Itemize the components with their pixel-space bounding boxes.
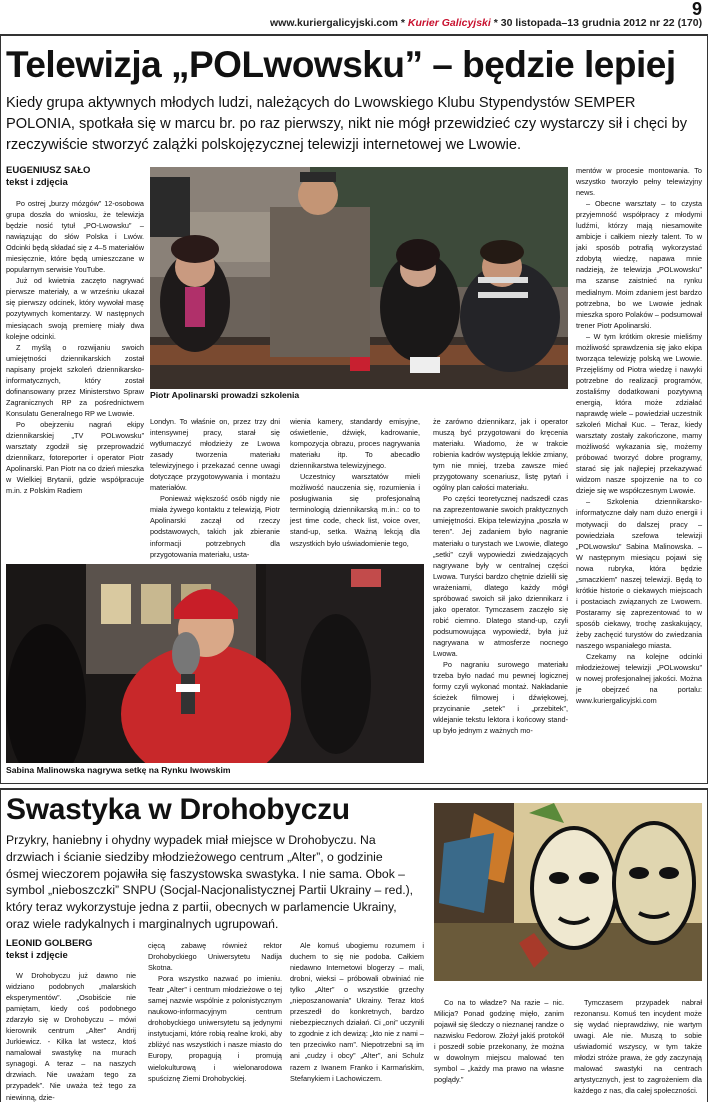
article2-column-2: cięcą zabawę również rektor Drohobyckiego Uniwersytetu Nadija Skotna. Pora wszystko nazwać po imieniu. Teatr „Alter” i centrum młodzieżowe o tej samej nazwie wspólnie z polonistycznym naukowo-informacyjnym centrum drohobyckiego uniwersytetu są jedynymi instytucjami, które robią realne kroki, aby zbliżyć nas wszystkich i nasze miasto do Europy, propagują i promują wielokulturową i wielonarodowa spuściznę Ziemi Drohobyckiej.: [148, 941, 282, 1083]
article1-column-3: wienia kamery, standardy emisyjne, oświetlenie, dźwięk, kadrowanie, kompozycja obrazu, proces nagrywania materiału itp. To abecadło dziennikarstwa telewizyjnego. Uczestnicy warsztatów mieli możliwość nauczenia się, rozumienia i posługiwania się profesjonalną terminologią dziennikarską m.in.: co to jest time code, check list, voice over, stand-up, setka. Ważną lekcją dla wszystkich było uświadomienie tego,: [290, 417, 420, 548]
article2-lead: Przykry, haniebny i ohydny wypadek miał miejsce w Drohobyczu. Na drzwiach i ścianie siedziby młodzieżowego centrum „Alter”, o godzinie ósmej wieczorem pojawiła się faszystowska swastyka. I nie sama. Obok – symbol „nieboszczki” SNPU (Socjal-Nacjonalistycznej Partii Ukrainy – red.), który teraz wykorzystuje jedna z partii, obecnych w parlamencie Ukrainy, oraz wiele radykalnych i marginalnych ugrupowań.: [6, 833, 414, 931]
photo-graffiti-faces: [434, 803, 702, 981]
author-name: EUGENIUSZ SAŁO: [6, 165, 91, 176]
article2-title: Swastyka w Drohobyczu: [6, 793, 350, 826]
issue-info: www.kuriergalicyjski.com * Kurier Galicyjski * 30 listopada–13 grudnia 2012 nr 22 (170): [270, 17, 703, 29]
page-header: [0, 0, 708, 34]
article1-lead: Kiedy grupa aktywnych młodych ludzi, należących do Lwowskiego Klubu Stypendystów SEMPER POLONIA, spotkała się w marcu br. po raz pierwszy, nikt nie mógł przewidzieć czy wystarczy sił i chęci by rzeczywiście stworzyć zalążki polskojęzycznej telewizji internetowej we Lwowie.: [6, 95, 687, 153]
article2-column-3: Ale komuś ubogiemu rozumem i duchem to się nie podoba. Całkiem niedawno Internetowi blogerzy – mali, drobni, wieksi – próbowali obwiniać nie tylko „Alter” o wszystkie grzechy „nieposzanowania” Ukrainy. Teraz ktoś przeszedł do konkretnych, bardzo niebezpiecznych działań. Ci „oni” uczynili to zgodnie z ich dewizą: „kto nie z nami – ten przeciwko nam”. Niepotrzebni są im ani „cudzy i obcy” „Alter”, ani Schulz razem z Iwanem Franko i Karmańskim, Stefanykiem i Lachowiczem.: [290, 941, 424, 1083]
article2-column-5: Tymczasem przypadek nabrał rezonansu. Komuś ten incydent może się wydać nieprawdziwy, nie wartym uwagi. Ale nie. Muszą to sobie uświadomić wszyscy, w tym także młodzi stróże prawa, że gdy zaczynają malować swastyki na centrach artystycznych, jest to zagrożeniem dla każdego z nas, dla całej społeczności.: [574, 998, 702, 1096]
brand-name: Kurier Galicyjski: [407, 17, 491, 29]
author-name: LEONID GOLBERG: [6, 938, 93, 949]
article1-title: Telewizja „POLwowsku” – będzie lepiej: [6, 44, 676, 85]
article1-column-5: mentów w procesie montowania. To wszystko tworzyło pełny telewizyjny news. – Obecne warsztaty – to czysta przyjemność współpracy z młodymi ludźmi, którzy mają niesamowite ambicje i całkiem niezły talent. To w jaki sposób potrafią wykorzystać zdobytą wiedzę, napawa mnie nadzieją, że telewizja „POLwowsku” ma szanse zaistnieć na rynku medialnym. Moim zdaniem jest bardzo potrzebna, bo we Lwowie jednak mieszka sporo Polaków – podsumował trener Piotr Apolinarski. – W tym krótkim okresie mieliśmy możliwość sprawdzenia się jako ekipa tworząca telewizję polską we Lwowie. Przejęliśmy od Piotra wiedzę i nawyki potrzebne do realizacji programów, zostaliśmy dodatkowani pozytywną energią, która może zdziałać naprawdę wiele – powiedział uczestnik szkoleń Michał Kuc. – Teraz, kiedy warsztaty zostały zakończone, mamy możliwość wykazania się, możemy próbować tworzyć dobre programy, starać się jak najlepiej przekazywać widzom nasze spojrzenie na to co dzieje się we współczesnym Lwowie. – Szkolenia dziennikarsko-informatyczne dały nam dużo energii i motywacji do dalszej pracy – powiedziała szefowa telewizji „POLwowsku” Sabina Malinowska. – W następnym miesiącu pojawi się nowa rubryka, która będzie „smaczkiem” naszej telewizji. Będą to krótkie historie o ciekawych miejscach i postaciach związanych ze Lwowem. Postaramy się zaprezentować to w sposób ciekawy, trochę zaskakujący, żeby zachęcić turystów do zwiedzania naszego wspaniałego miasta. Czekamy na kolejne odcinki młodzieżowej telewizji „POLwowsku” w nowej profesjonalnej jakości. Można je obejrzeć na portalu: www.kuriergalicyjski.com: [576, 166, 702, 706]
photo2-caption: Sabina Malinowska nagrywa setkę na Rynku lwowskim: [6, 765, 231, 775]
photo-training-session: [150, 167, 568, 389]
author-role: tekst i zdjęcie: [6, 950, 68, 961]
photo-street-recording: [6, 564, 424, 763]
article1-byline: [6, 165, 90, 189]
article1-column-4: że zarówno dziennikarz, jak i operator muszą być przygotowani do kręcenia materiału. Wiadomo, że w trakcie robienia kadrów występują lekkie zmiany, tym nie mniej, trzeba zawsze mieć przygotowany scenariusz, listę pytań i ogólny plan całości materiału. Po części teoretycznej nadszedł czas na zaprezentowanie swoich praktycznych umiejętności. Ekipa telewizyjna „poszła w teren”. Jej zadaniem było nagranie materiału o turystach we Lwowie, dlatego „setki” czyli wypowiedzi zwiedzających nagrywane były w centralnej części Lwowa. Turyści bardzo chętnie dzielili się wrażeniami, dlatego każdy mógł spróbować swoich sił jako dziennikarz i jako operator. Tymczasem zaczęło się robić ciemno. Dlatego stand-up, czyli podsumowująca wypowiedź, była już nagrywana w atmosferze nocnego Lwowa. Po nagraniu surowego materiału trzeba było nadać mu pewnej logicznej formy czyli wykonać montaż. Nakładanie ścieżek filmowej i dźwiękowej, przycinanie „setek” i „przebitek”, wklejanie tekstu lektora i końcowy stand-up było jednym z ważnych mo-: [433, 417, 568, 736]
site-url[interactable]: www.kuriergalicyjski.com: [270, 17, 398, 29]
article1-column-2: Londyn. To właśnie on, przez trzy dni intensywnej pracy, starał się wytłumaczyć młodzieży ze Lwowa zasady tworzenia materiału telewizyjnego i przekazać cenne uwagi dotyczące przygotowywania i montażu materiałów. Ponieważ większość osób nigdy nie miała żywego kontaktu z telewizją, Piotr Apolinarski zaczął od rzeczy podstawowych, takich jak zbieranie informacji potrzebnych dla przygotowania materiału, usta-: [150, 417, 280, 559]
author-role: tekst i zdjęcia: [6, 177, 68, 188]
article2-column-4: Co na to władze? Na razie – nic. Milicja? Ponad godzinę mięło, zanim pojawił się śledczy o nieznanej randze o nazwisku Fedorow. Złożył jakiś protokół i poszedł sobie przekonany, że można w dowolnym miejscu malować ten symbol – „każdy ma prawo na własne poglądy.”: [434, 998, 564, 1085]
article1-column-1: Po ostrej „burzy mózgów” 12-osobowa grupa doszła do wniosku, że telewizja będzie nosić tytuł „PO-Lwowsku” – nawiązując do słów Polska i Lwów. Odcinki będą składać się z 4–5 materiałów miesięcznie, które będą umieszczane w popularnym serwisie YouTube. Już od kwietnia zaczęto nagrywać pierwsze materiały, a w wrześniu ukazał się pierwszy odcinek, który wywołał masę pozytywnych komentarzy. W następnych miesiącach swoją premierę miały dwa kolejne odcinki. Z myślą o rozwijaniu swoich umiejętności dziennikarskich został napisany projekt szkoleń dziennikarsko-informatycznych, który został dofinansowany przez Ministerstwo Spraw Zagranicznych RP za pośrednictwem Konsulatu Generalnego RP we Lwowie. Po obejrzeniu nagrań ekipy dziennikarskiej „TV POLwowsku” warsztaty zgodził się przeprowadzić dziennikarz, fotoreporter i operator Piotr Apolinarski. Pan Piotr na co dzień mieszka w Wielkiej Brytanii, gdzie współpracuje m.in. z Polskim Radiem: [6, 199, 144, 496]
article2-byline: [6, 938, 93, 962]
page-number: 9: [691, 0, 702, 19]
issue-date: 30 listopada–13 grudnia 2012 nr 22 (170): [500, 17, 703, 29]
photo1-caption: Piotr Apolinarski prowadzi szkolenia: [150, 390, 300, 400]
article2-column-1: W Drohobyczu już dawno nie widziano podobnych „malarskich eksperymentów”. „Osobiście nie pamiętam, kiedy coś podobnego zdarzyło się w Drohobyczu – mówi kierownik centrum „Alter” Andrij Jurkiewicz. - Kilka lat wstecz, ktoś namalował swastykę na murach synagogi. A teraz – na naszych drzwiach. Nie uważam tego za przypadek”. Nie uważa też tego za niewinną, dzie-: [6, 971, 136, 1102]
